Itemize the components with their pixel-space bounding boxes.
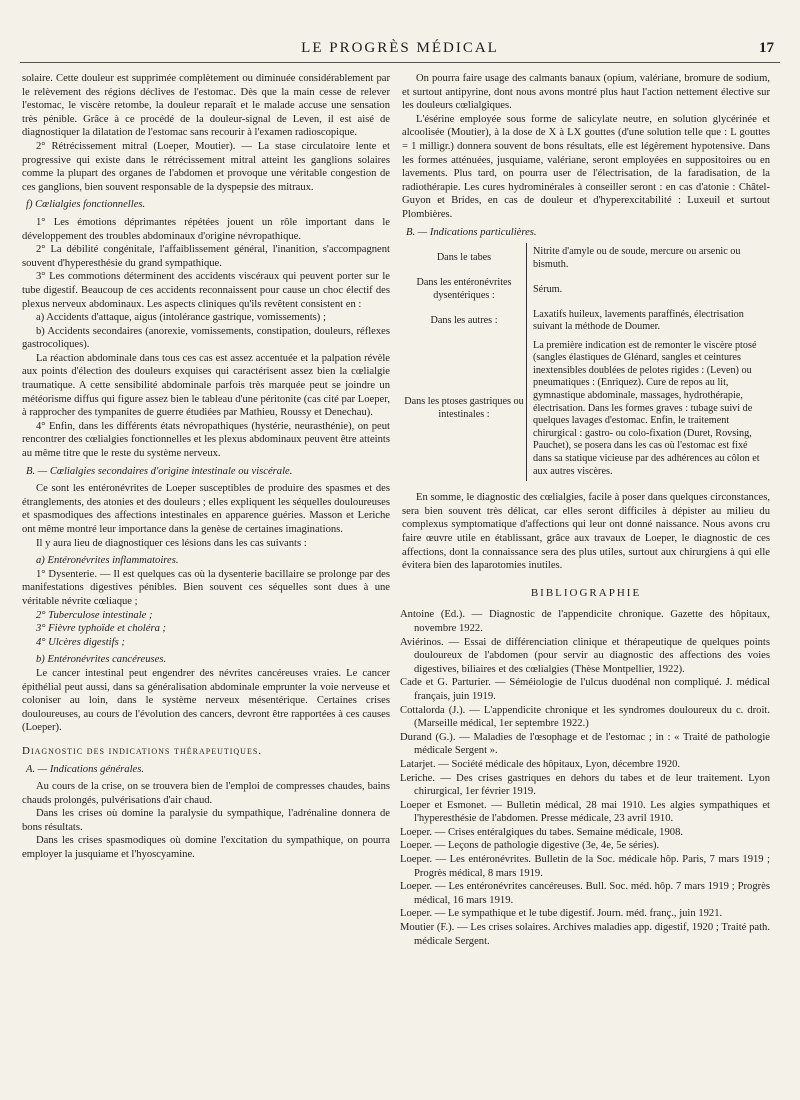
paragraph: solaire. Cette douleur est supprimée complètement ou diminuée considérablement par le relèvement des régions déclives de l'estomac. Dès que la main cesse de relever l'estomac, le viscère retombe, la douleur reparaît et le malade accuse une sensation très pénible. Grâce à ce procédé de la douleur-signal de Leven, il est aisé de diagnostiquer la dilatation de l'estomac sans recourir à l'examen radioscopique. [22, 73, 390, 139]
table-value: Nitrite d'amyle ou de soude, mercure ou arsenic ou bismuth. [527, 243, 771, 274]
bibliography-entry: Moutier (F.). — Les crises solaires. Archives maladies app. digestif, 1920 ; Traité path. médicale Sergent. [400, 922, 770, 947]
bibliography-entry: Aviérinos. — Essai de différenciation clinique et thérapeutique de quelques points douloureux de l'abdomen (pour servir au diagnostic des affections des voies digestives, biliaires et des cœlialgies (Thèse Montpellier, 1922). [400, 636, 770, 675]
bibliography-entry: Loeper. — Les entéronévrites. Bulletin de la Soc. médicale hôp. Paris, 7 mars 1919 ; Progrès médical, 8 mars 1919. [400, 854, 770, 879]
paragraph: 2° Rétrécissement mitral (Loeper, Moutier). — La stase circulatoire lente et progressive qui existe dans le rétrécissement mitral atteint les ganglions solaires comme la plupart des organes de l'abdomen et provoque une véritable congestion de ces ganglions, bien souvent responsable de la dyspepsie des mitraux. [22, 140, 390, 193]
paragraph: Dans les crises où domine la paralysie du sympathique, l'adrénaline donnera de bons résultats. [22, 808, 390, 833]
table-value: La première indication est de remonter le viscère ptosé (sangles élastiques de Glénard, sangles et ceintures inextensibles doublées de pelotes rigides : (Leven) ou pneumatiques : (Enriquez). Cure de repos au lit, gymnastique abdominale, massages, hydrothérapie, électrisation. Dans les formes graves : tubage suivi de quelques lavages d'estomac. Enfin, le traitement chirurgical : gastro- ou colo-fixation (Duret, Rovsing, Pauchet), se posera dans les cas où l'estomac est fixé dans sa statique vicieuse par des adhérences au côlon et aux autres viscères. [527, 337, 771, 482]
table-value: Sérum. [527, 274, 771, 305]
bibliography-list [402, 608, 770, 948]
paragraph: a) Accidents d'attaque, aigus (intolérance gastrique, vomissements) ; [36, 312, 326, 324]
table-row [402, 274, 770, 305]
table-row [402, 243, 770, 274]
bibliography-entry: Leriche. — Des crises gastriques en dehors du tabes et de leur traitement. Lyon chirurgical, 1er février 1919. [400, 772, 770, 798]
table-label: Dans le tabes [436, 252, 492, 264]
bibliography-entry: Cottalorda (J.). — L'appendicite chronique et les syndromes douloureux du c. droit. (Marseille médical, 1er septembre 1922.) [400, 704, 770, 730]
bibliography-entry: Loeper. — Les entéronévrites cancéreuses. Bull. Soc. méd. hôp. 7 mars 1919 ; Progrès médical, 16 mars 1919. [400, 881, 770, 906]
subsection-heading: a) Entéronévrites inflammatoires. [36, 555, 179, 567]
paragraph: En somme, le diagnostic des cœlialgies, facile à poser dans quelques circonstances, sera bien souvent très délicat, car elles seront difficiles à dépister au milieu du complexus symptomatique d'affections qui leur ont donné naissance. Nous avons cru faire œuvre utile en établissant, grâce aux travaux de Loeper, le diagnostic de ces affections, dont la connaissance sera des plus utiles, surtout aux chirurgiens à qui elle évitera bien des laparotomies inutiles. [402, 492, 770, 572]
paragraph: Il y aura lieu de diagnostiquer ces lésions dans les cas suivants : [36, 537, 307, 549]
left-column [22, 72, 390, 862]
table-label: Dans les entéronévrites dysentériques : [416, 277, 512, 301]
bibliography-entry: Loeper. — Le sympathique et le tube digestif. Journ. méd. franç., juin 1921. [400, 908, 723, 920]
bibliography-entry: Antoine (Ed.). — Diagnostic de l'appendicite chronique. Gazette des hôpitaux, novembre 1922. [400, 609, 770, 634]
section-title: Diagnostic des indications thérapeutiques. [22, 744, 263, 757]
subsection-heading: b) Entéronévrites cancéreuses. [36, 654, 167, 666]
paragraph: On pourra faire usage des calmants banaux (opium, valériane, bromure de sodium, et surtout antipyrine, dont nous avons montré plus haut l'action nettement élective sur les douleurs cœlialgiques. [402, 73, 770, 112]
indications-table [402, 243, 770, 481]
page-header [20, 38, 780, 63]
table-label: Dans les ptoses gastriques ou intestinales : [404, 396, 524, 420]
paragraph: b) Accidents secondaires (anorexie, vomissements, constipation, douleurs, réflexes gastrocoliques). [22, 325, 390, 351]
paragraph: 4° Enfin, dans les différents états névropathiques (hystérie, neurasthénie), on peut rencontrer des cœlialgies fonctionnelles et les plexus abdominaux peuvent être atteints au même titre que le reste du système nerveux. [22, 420, 390, 460]
list-item: 4° Ulcères digestifs ; [36, 636, 125, 648]
bibliography-title: BIBLIOGRAPHIE [530, 586, 642, 599]
paragraph: Au cours de la crise, on se trouvera bien de l'emploi de compresses chaudes, bains chauds prolongés, pulvérisations d'air chaud. [22, 781, 390, 806]
paragraph: 3° Les commotions déterminent des accidents viscéraux qui peuvent porter sur le tube digestif. Beaucoup de ces accidents reconnaissent pour cause un choc électif des plexus nerveux abdominaux. Les aspects cliniques qu'ils revêtent consistent en : [22, 271, 390, 310]
paragraph: Le cancer intestinal peut engendrer des névrites cancéreuses vraies. Le cancer épithélial peut aussi, dans sa généralisation abdominale emprunter la voie nerveuse et coloniser au loin, dans le système nerveux mésentérique. Certaines crises douloureuses, au cours de l'évolution des cancers, devront être rapportées à ces causes (Loeper). [22, 667, 390, 734]
list-item: 2° Tuberculose intestinale ; [36, 609, 153, 621]
paragraph: 2° La débilité congénitale, l'affaiblissement général, l'inanition, s'accompagnent souvent d'hyperesthésie du grand sympathique. [22, 244, 390, 269]
paragraph: 1° Les émotions déprimantes répétées jouent un rôle important dans le développement des troubles abdominaux d'origine névropathique. [22, 216, 390, 242]
bibliography-entry: Loeper. — Crises entéralgiques du tabes. Semaine médicale, 1908. [400, 826, 684, 838]
right-column [402, 72, 770, 948]
list-item: 3° Fièvre typhoïde et choléra ; [36, 623, 167, 635]
bibliography-entry: Cade et G. Parturier. — Séméiologie de l'ulcus duodénal non compliqué. J. médical français, juin 1919. [400, 677, 770, 702]
section-heading: B. — Indications particulières. [406, 226, 537, 238]
bibliography-entry: Loeper. — Leçons de pathologie digestive (3e, 4e, 5e séries). [400, 840, 660, 852]
bibliography-entry: Durand (G.). — Maladies de l'œsophage et de l'estomac ; in : « Traité de pathologie médicale Sergent ». [400, 731, 770, 757]
section-heading: A. — Indications générales. [26, 763, 144, 775]
paragraph: Ce sont les entéronévrites de Loeper susceptibles de produire des spasmes et des étranglements, des atonies et des douleurs ; elles expliquent les séquelles douloureuses et spasmodiques des affections intestinales en apparence guéries. Masson et Leriche ont même montré leur importance dans la genèse de certaines imaginations. [22, 483, 390, 535]
paragraph: Dans les crises spasmodiques où domine l'excitation du sympathique, on pourra employer la jusquiame et l'hyoscyamine. [22, 835, 390, 861]
bibliography-entry: Latarjet. — Société médicale des hôpitaux, Lyon, décembre 1920. [400, 758, 681, 770]
paragraph: L'ésérine employée sous forme de salicylate neutre, en solution glycérinée et alcoolisée (Moutier), à la dose de X à LX gouttes (d'une solution telle que : L gouttes = 1 milligr.) donnera souvent de bons résultats, elle est légèrement hypotensive. Dans les formes atténuées, jusquiame, valériane, seront employées en suppositoires ou en lavements. Plus tard, on pourra user de l'électrisation, de la faradisation, de la radiothérapie. Les cures hydrominérales à conseiller seront : en cas d'atonie : Châtel-Guyon et Brides, en cas de douleur et d'hyperexcitabilité : Luxeuil et surtout Plombières. [402, 113, 770, 220]
bibliography-entry: Loeper et Esmonet. — Bulletin médical, 28 mai 1910. Les algies sympathiques et l'hyperesthésie de l'abdomen. Presse médicale, 23 avril 1910. [400, 799, 770, 825]
table-label: Dans les autres : [430, 314, 498, 326]
section-heading: f) Cœlialgies fonctionnelles. [26, 199, 146, 211]
paragraph: 1° Dysenterie. — Il est quelques cas où la dysenterie bacillaire se prolonge par des manifestations digestives pénibles. Bien souvent ces séquelles sont dues à une véritable névrite cœliaque ; [22, 568, 390, 607]
section-heading: B. — Cœlialgies secondaires d'origine intestinale ou viscérale. [26, 465, 293, 477]
table-row [402, 337, 770, 482]
journal-title: LE PROGRÈS MÉDICAL [301, 40, 499, 56]
paragraph: La réaction abdominale dans tous ces cas est assez accentuée et la palpation révèle aux points d'élection des douleurs exquises qui caractérisent assez bien la cœlialgie traumatique. A cette sensibilité abdominale parfois très marquée peut se joindre un météorisme diffus qui figure assez bien le tableau d'une péritonite (cas cité par Loeper, à rapprocher des tympanites de guerre étudiées par Mathieu, Roussy et Denechau). [22, 352, 390, 419]
table-row [402, 306, 770, 337]
table-value: Laxatifs huileux, lavements paraffinés, électrisation suivant la méthode de Doumer. [527, 306, 771, 337]
page-number: 17 [759, 40, 774, 56]
